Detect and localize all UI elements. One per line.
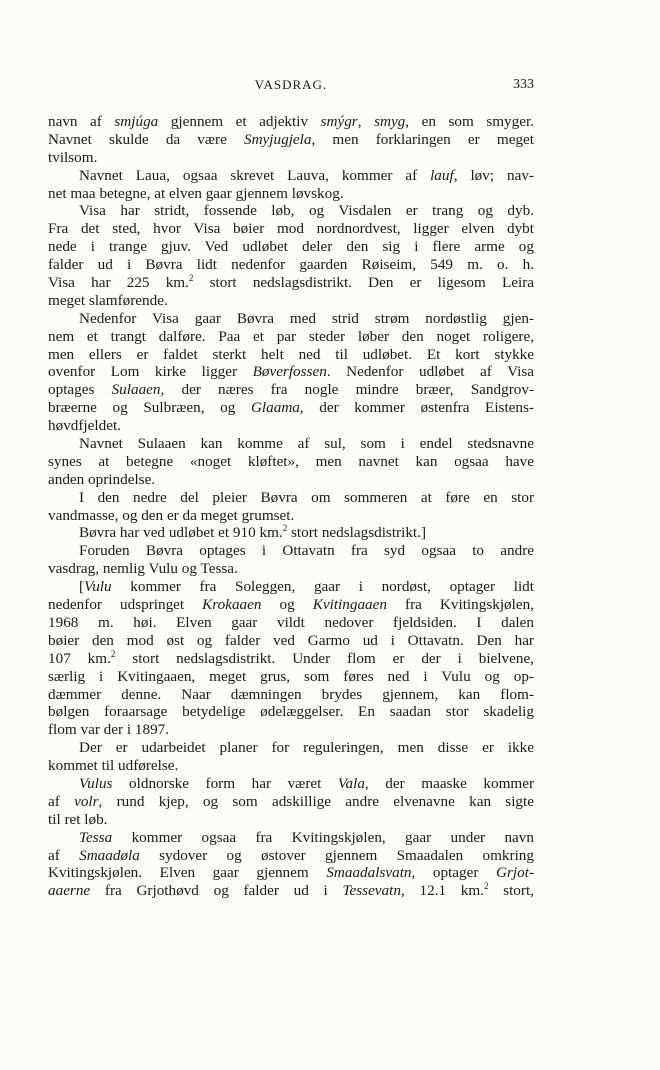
text-line: Navnet Laua, ogsaa skrevet Lauva, kommer af lauf, løv; nav-: [79, 166, 534, 184]
text-line: [Vulu kommer fra Soleggen, gaar i nordøst, optager lidt: [79, 578, 534, 596]
text-line: ovenfor Lom kirke ligger Bøverfossen. Nedenfor udløbet af Visa: [48, 363, 534, 381]
text-line: Foruden Bøvra optages i Ottavatn fra syd ogsaa to andre: [79, 542, 534, 560]
text-line: men ellers er faldet sterkt helt ned til udløbet. Et kort stykke: [48, 345, 534, 363]
text-line: vandmasse, og den er da meget grumset.: [48, 506, 295, 524]
text-line: falder ud i Bøvra lidt nedenfor gaarden Røiseim, 549 m. o. h.: [48, 256, 534, 274]
text-line: Visa har 225 km.$^2$ stort nedslagsdistrikt. Den er ligesom Leira: [48, 273, 534, 292]
text-line: net maa betegne, at elven gaar gjennem løvskog.: [48, 184, 344, 202]
header-title: VASDRAG.: [254, 77, 328, 92]
text-line: bølgen foraarsage betydelige ødelæggelser. En saadan stor skadelig: [48, 703, 534, 721]
text-line: høvdfjeldet.: [48, 417, 121, 435]
text-line: 107 km.$^2$ stort nedslagsdistrikt. Under flom er der i bielvene,: [48, 648, 534, 667]
text-line: bøier den mod øst og falder ved Garmo ud i Ottavatn. Den har: [48, 631, 534, 649]
text-line: Der er udarbeidet planer for reguleringen, men disse er ikke: [79, 739, 534, 757]
text-line: meget slamførende.: [48, 291, 168, 309]
text-line: af Smaadøla sydover og østover gjennem Smaadalen omkring: [48, 846, 534, 864]
text-line: vasdrag, nemlig Vulu og Tessa.: [48, 560, 238, 578]
text-line: Visa har stridt, fossende løb, og Visdalen er trang og dyb.: [79, 202, 534, 220]
text-line: Navnet skulde da være Smyjugjela, men forklaringen er meget: [48, 130, 534, 148]
body-text: [48, 113, 534, 900]
text-line: Nedenfor Visa gaar Bøvra med strid strøm nordøstlig gjen-: [79, 309, 534, 327]
text-line: flom var der i 1897.: [48, 721, 170, 739]
text-line: navn af smjúga gjennem et adjektiv smýgr, smyg, en som smyger.: [48, 113, 534, 130]
text-line: I den nedre del pleier Bøvra om sommeren at føre en stor: [79, 488, 534, 506]
text-line: dæmmer denne. Naar dæmningen brydes gjennem, kan flom-: [48, 685, 534, 703]
text-line: tvilsom.: [48, 148, 98, 166]
text-line: særlig i Kvitingaaen, meget grus, som føres ned i Vulu og op-: [48, 667, 534, 685]
page-number: 333: [513, 77, 534, 92]
text-line: Kvitingskjølen. Elven gaar gjennem Smaadalsvatn, optager Grjot-: [48, 864, 534, 882]
text-line: Bøvra har ved udløbet et 910 km.$^2$ stort nedslagsdistrikt.]: [79, 523, 427, 542]
text-line: bræerne og Sulbræen, og Glaama, der kommer østenfra Eistens-: [48, 399, 534, 417]
text-line: 1968 m. høi. Elven gaar vildt nedover fjeldsiden. I dalen: [48, 613, 534, 631]
text-line: Fra det sted, hvor Visa bøier mod nordnordvest, ligger elven dybt: [48, 220, 534, 238]
text-line: af volr, rund kjep, og som adskillige andre elvenavne kan sigte: [48, 792, 534, 810]
text-line: nede i trange gjuv. Ved udløbet deler den sig i flere arme og: [48, 238, 534, 256]
text-line: Tessa kommer ogsaa fra Kvitingskjølen, gaar under navn: [79, 828, 534, 846]
text-line: optages Sulaaen, der næres fra nogle mindre bræer, Sandgrov-: [48, 381, 534, 399]
text-line: Vulus oldnorske form har været Vala, der maaske kommer: [79, 774, 534, 792]
text-line: synes at betegne «noget kløftet», men navnet kan ogsaa have: [48, 452, 534, 470]
text-line: aaerne fra Grjothøvd og falder ud i Tessevatn, 12.1 km.$^2$ stort,: [48, 881, 534, 900]
text-line: anden oprindelse.: [48, 470, 156, 488]
text-line: nem et trangt dalføre. Paa et par steder løber den noget roligere,: [48, 327, 534, 345]
running-header: [48, 77, 534, 97]
text-line: nedenfor udspringet Krokaaen og Kvitingaaen fra Kvitingskjølen,: [48, 596, 534, 614]
text-line: Navnet Sulaaen kan komme af sul, som i endel stedsnavne: [79, 435, 534, 453]
text-line: kommet til udførelse.: [48, 757, 179, 775]
text-line: til ret løb.: [48, 810, 108, 828]
